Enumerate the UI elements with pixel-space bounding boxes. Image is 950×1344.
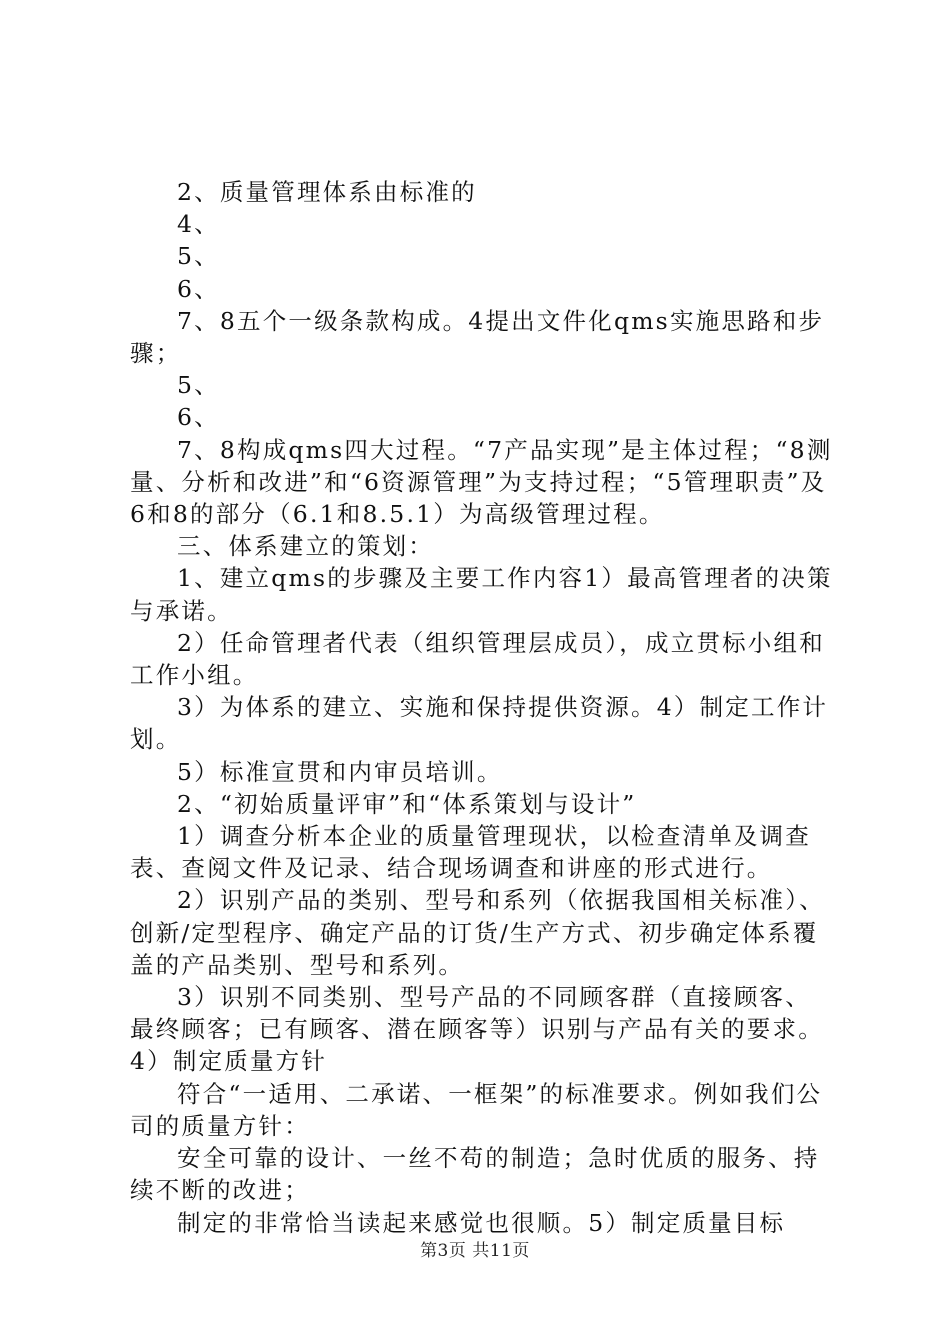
paragraph: 1、建立qms的步骤及主要工作内容1）最高管理者的决策与承诺。 xyxy=(130,564,833,625)
paragraph: 5、 xyxy=(177,371,220,400)
paragraph: 1）调查分析本企业的质量管理现状，以检查清单及调查表、查阅文件及记录、结合现场调查和讲座的形式进行。 xyxy=(130,822,811,883)
paragraph: 2、质量管理体系由标准的 xyxy=(177,178,477,206)
paragraph: 6、 xyxy=(177,403,220,432)
paragraph: 符合“一适用、二承诺、一框架”的标准要求。例如我们公司的质量方针： xyxy=(130,1079,823,1140)
paragraph: 制定的非常恰当读起来感觉也很顺。5）制定质量目标 xyxy=(177,1208,786,1237)
paragraph: 5、 xyxy=(177,242,220,271)
page-number: 第3页 共11页 xyxy=(420,1241,530,1261)
paragraph: 安全可靠的设计、一丝不苟的制造；急时优质的服务、持续不断的改进； xyxy=(130,1144,820,1205)
paragraph: 2）识别产品的类别、型号和系列（依据我国相关标准）、创新/定型程序、确定产品的订货/生产方式、初步确定体系覆盖的产品类别、型号和系列。 xyxy=(130,886,825,979)
paragraph: 7、8构成qms四大过程。“7产品实现”是主体过程；“8测量、分析和改进”和“6资源管理”为支持过程；“5管理职责”及6和8的部分（6.1和8.5.1）为高级管理过程。 xyxy=(130,435,833,529)
paragraph: 2、“初始质量评审”和“体系策划与设计” xyxy=(177,789,637,818)
paragraph: 3）识别不同类别、型号产品的不同顾客群（直接顾客、最终顾客；已有顾客、潜在顾客等）识别与产品有关的要求。4）制定质量方针 xyxy=(130,983,824,1076)
paragraph: 4、 xyxy=(177,210,220,239)
paragraph: 3）为体系的建立、实施和保持提供资源。4）制定工作计划。 xyxy=(130,693,829,754)
document-body xyxy=(130,176,835,1239)
paragraph: 6、 xyxy=(177,274,220,303)
paragraph: 5）标准宣贯和内审员培训。 xyxy=(177,757,503,786)
paragraph: 7、8五个一级条款构成。4提出文件化qms实施思路和步骤； xyxy=(130,306,825,368)
section-heading: 三、体系建立的策划： xyxy=(177,532,434,561)
paragraph: 2）任命管理者代表（组织管理层成员），成立贯标小组和工作小组。 xyxy=(130,628,825,690)
